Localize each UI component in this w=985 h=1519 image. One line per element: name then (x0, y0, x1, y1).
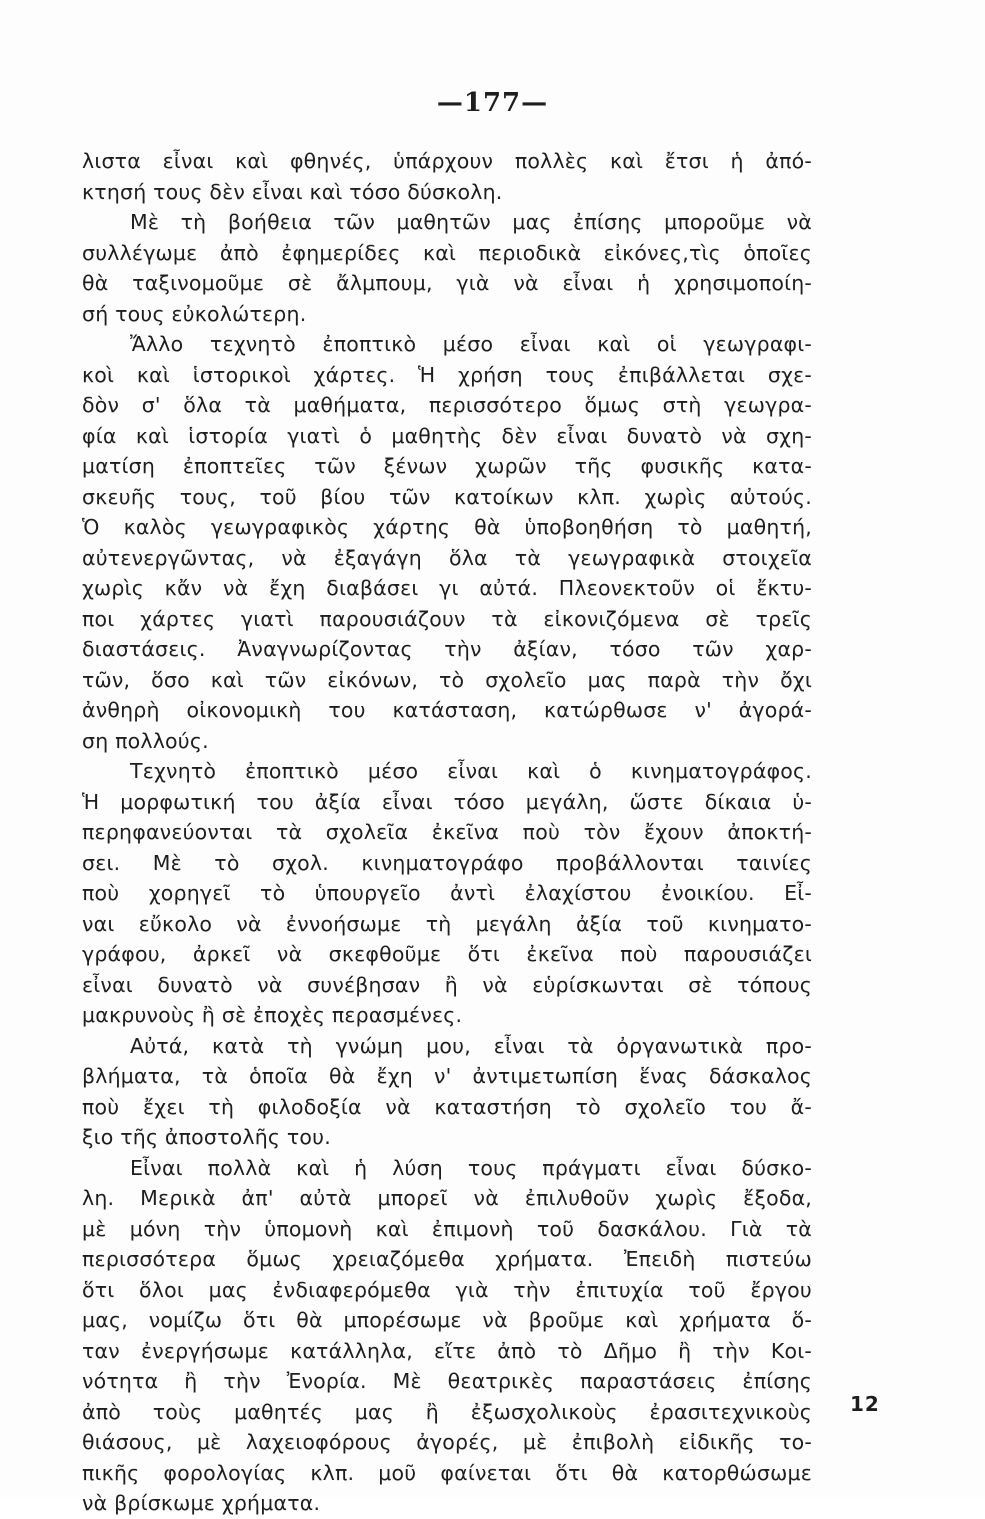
text-line: θὰ ταξινομοῦμε σὲ ἄλμπουμ, γιὰ νὰ εἶναι ἡ χρησιμοποίη- (82, 271, 812, 295)
text-line: εἶναι δυνατὸ νὰ συνέβησαν ἢ νὰ εὑρίσκωνται σὲ τόπους (82, 972, 812, 997)
text-line: λιστα εἶναι καὶ φθηνές, ὑπάρχουν πολλὲς καὶ ἔτσι ἡ ἀπό- (82, 149, 812, 173)
text-line: κοὶ καὶ ἱστορικοὶ χάρτες. Ἡ χρήση τους ἐπιβάλλεται σχε- (82, 362, 812, 387)
text-line: ταν ἐνεργήσωμε κατάλληλα, εἴτε ἀπὸ τὸ Δῆμο ἢ τὴν Κοι- (82, 1338, 812, 1363)
text-line: ἀπὸ τοὺς μαθητές μας ἢ ἐξωσχολικοὺς ἐρασιτεχνικοὺς (82, 1399, 812, 1424)
text-line: γράφου, ἀρκεῖ νὰ σκεφθοῦμε ὅτι ἐκεῖνα ποὺ παρουσιάζει (82, 942, 812, 966)
text-line: Ἄλλο τεχνητὸ ἐποπτικὸ μέσο εἶναι καὶ οἱ γεωγραφι- (130, 332, 812, 356)
text-line: ποι χάρτες γιατὶ παρουσιάζουν τὰ εἰκονιζόμενα σὲ τρεῖς (82, 606, 812, 631)
text-line: περισσότερα ὅμως χρειαζόμεθα χρήματα. Ἐπειδὴ πιστεύω (82, 1247, 812, 1271)
text-line: ὅτι ὅλοι μας ἐνδιαφερόμεθα γιὰ τὴν ἐπιτυχία τοῦ ἔργου (82, 1277, 812, 1302)
text-line: βλήματα, τὰ ὁποῖα θὰ ἔχη ν' ἀντιμετωπίση ἕνας δάσκαλος (82, 1064, 812, 1088)
text-line: δὸν σ' ὅλα τὰ μαθήματα, περισσότερο ὅμως στὴ γεωγρα- (82, 393, 812, 417)
text-line: περηφανεύονται τὰ σχολεῖα ἐκεῖνα ποὺ τὸν ἔχουν ἀποκτή- (82, 820, 812, 844)
page-number: —177— (436, 88, 549, 118)
text-line: χωρὶς κἄν νὰ ἔχη διαβάσει γι αὐτά. Πλεονεκτοῦν οἱ ἔκτυ- (82, 576, 812, 600)
text-line: Τεχνητὸ ἐποπτικὸ μέσο εἶναι καὶ ὁ κινηματογράφος. (130, 759, 812, 783)
text-line: φία καὶ ἱστορία γιατὶ ὁ μαθητὴς δὲν εἶναι δυνατὸ νὰ σχη- (82, 423, 812, 448)
text-line: Ὁ καλὸς γεωγραφικὸς χάρτης θὰ ὑποβοηθήση τὸ μαθητή, (82, 515, 812, 539)
text-line: ση πολλούς. (82, 728, 209, 753)
text-line: λη. Μερικὰ ἀπ' αὐτὰ μπορεῖ νὰ ἐπιλυθοῦν χωρὶς ἔξοδα, (82, 1186, 812, 1210)
text-line: Εἶναι πολλὰ καὶ ἡ λύση τους πράγματι εἶναι δύσκο- (130, 1155, 812, 1180)
text-line: Μὲ τὴ βοήθεια τῶν μαθητῶν μας ἐπίσης μποροῦμε νὰ (130, 210, 812, 234)
text-line: σή τους εὐκολώτερη. (82, 301, 307, 326)
text-line: ναι εὔκολο νὰ ἐννοήσωμε τὴ μεγάλη ἀξία τοῦ κινηματο- (82, 911, 812, 936)
text-line: σκευῆς τους, τοῦ βίου τῶν κατοίκων κλπ. χωρὶς αὐτούς. (82, 484, 812, 509)
text-line: διαστάσεις. Ἀναγνωρίζοντας τὴν ἀξίαν, τόσο τῶν χαρ- (82, 637, 812, 661)
text-line: νὰ βρίσκωμε χρήματα. (82, 1491, 321, 1515)
printer-signature-mark: 12 (850, 1392, 880, 1416)
body-text (82, 146, 812, 1519)
text-line: μακρυνοὺς ἢ σὲ ἐποχὲς περασμένες. (82, 1003, 463, 1027)
text-line: συλλέγωμε ἀπὸ ἐφημερίδες καὶ περιοδικὰ εἰκόνες,τὶς ὁποῖες (82, 240, 812, 265)
text-line: ἀνθηρὴ οἰκονομικὴ του κατάσταση, κατώρθωσε ν' ἀγορά- (82, 698, 812, 722)
text-line: σει. Μὲ τὸ σχολ. κινηματογράφο προβάλλονται ταινίες (82, 850, 812, 875)
text-line: μας, νομίζω ὅτι θὰ μπορέσωμε νὰ βροῦμε καὶ χρήματα ὅ- (82, 1308, 812, 1332)
text-line: πικῆς φορολογίας κλπ. μοῦ φαίνεται ὅτι θὰ κατορθώσωμε (82, 1460, 812, 1485)
text-line: ποὺ ἔχει τὴ φιλοδοξία νὰ καταστήση τὸ σχολεῖο του ἄ- (82, 1094, 812, 1119)
text-line: ξιο τῆς ἀποστολῆς του. (82, 1125, 331, 1149)
text-line: μὲ μόνη τὴν ὑπομονὴ καὶ ἐπιμονὴ τοῦ δασκάλου. Γιὰ τὰ (82, 1216, 812, 1241)
text-line: θιάσους, μὲ λαχειοφόρους ἀγορές, μὲ ἐπιβολὴ εἰδικῆς το- (82, 1430, 812, 1454)
text-line: τῶν, ὅσο καὶ τῶν εἰκόνων, τὸ σχολεῖο μας παρὰ τὴν ὄχι (82, 667, 812, 692)
text-line: ματίση ἐποπτεῖες τῶν ξένων χωρῶν τῆς φυσικῆς κατα- (82, 454, 812, 478)
text-line: κτησή τους δὲν εἶναι καὶ τόσο δύσκολη. (82, 179, 503, 204)
text-line: ποὺ χορηγεῖ τὸ ὑπουργεῖο ἀντὶ ἐλαχίστου ἐνοικίου. Εἶ- (82, 881, 812, 905)
text-line: αὐτενεργῶντας, νὰ ἐξαγάγη ὅλα τὰ γεωγραφικὰ στοιχεῖα (82, 545, 812, 570)
text-line: νότητα ἢ τὴν Ἐνορία. Μὲ θεατρικὲς παραστάσεις ἐπίσης (82, 1369, 812, 1393)
text-line: Αὐτά, κατὰ τὴ γνώμη μου, εἶναι τὰ ὀργανωτικὰ προ- (130, 1033, 812, 1058)
text-line: Ἡ μορφωτική του ἀξία εἶναι τόσο μεγάλη, ὥστε δίκαια ὑ- (82, 789, 812, 814)
